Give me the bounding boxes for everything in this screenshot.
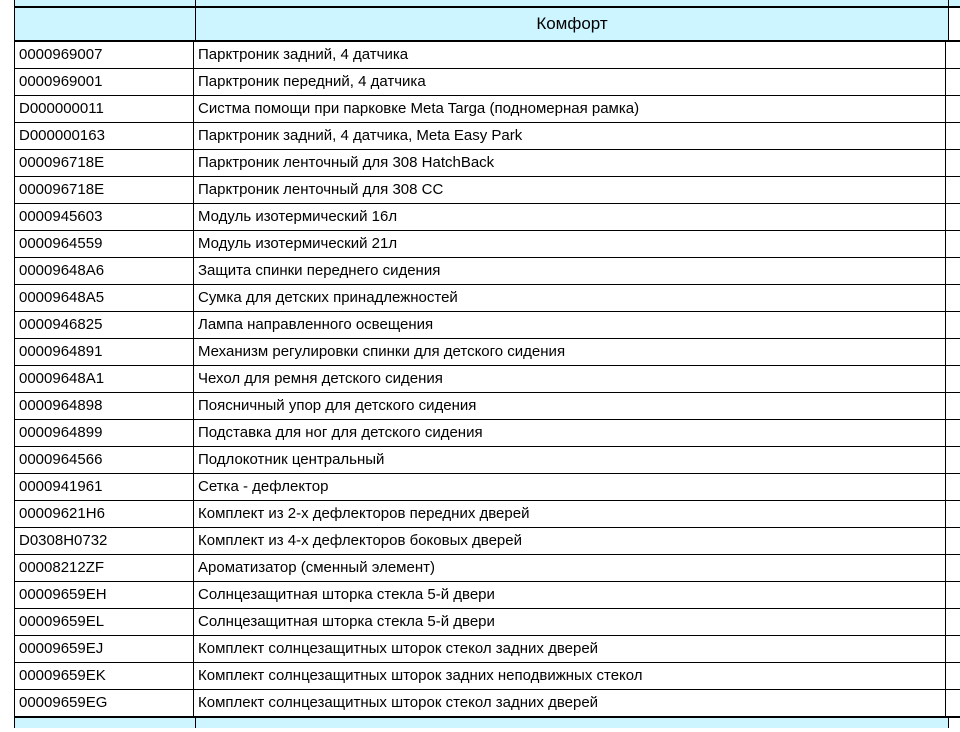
part-code-cell: 0000946825	[14, 312, 194, 338]
part-code-cell: 00009648A6	[14, 258, 194, 284]
part-description-cell: Подставка для ног для детского сидения	[194, 420, 946, 446]
part-description-cell: Парктроник задний, 4 датчика, Meta Easy Park	[194, 123, 946, 149]
table-row	[14, 258, 960, 285]
table-row	[14, 366, 960, 393]
table-row	[14, 69, 960, 96]
part-description-cell: Сетка - дефлектор	[194, 474, 946, 500]
spreadsheet-table	[14, 0, 960, 728]
table-body	[14, 42, 960, 717]
part-description-cell: Комплект солнцезащитных шторок стекол задних дверей	[194, 690, 946, 716]
table-row	[14, 582, 960, 609]
table-row	[14, 150, 960, 177]
part-code-cell: 0000964891	[14, 339, 194, 365]
part-description-cell: Ароматизатор (сменный элемент)	[194, 555, 946, 581]
section-header-row	[14, 8, 960, 42]
header-cell	[196, 0, 949, 6]
section-title: Комфорт	[196, 8, 949, 40]
table-row	[14, 690, 960, 717]
part-code-cell: 0000964559	[14, 231, 194, 257]
part-description-cell: Комплект солнцезащитных шторок стекол задних дверей	[194, 636, 946, 662]
part-code-cell: 00008212ZF	[14, 555, 194, 581]
part-description-cell: Парктроник передний, 4 датчика	[194, 69, 946, 95]
part-description-cell: Комплект из 4-х дефлекторов боковых дверей	[194, 528, 946, 554]
table-row	[14, 123, 960, 150]
part-code-cell: 00009621H6	[14, 501, 194, 527]
section-header-code-cell	[14, 8, 196, 40]
part-code-cell: 00009659EH	[14, 582, 194, 608]
table-row	[14, 420, 960, 447]
table-row	[14, 177, 960, 204]
previous-header-strip	[14, 0, 960, 8]
part-code-cell: 00009659EJ	[14, 636, 194, 662]
part-description-cell: Систма помощи при парковке Meta Targa (подномерная рамка)	[194, 96, 946, 122]
table-row	[14, 555, 960, 582]
part-description-cell: Поясничный упор для детского сидения	[194, 393, 946, 419]
part-code-cell: 000096718E	[14, 177, 194, 203]
part-description-cell: Комплект из 2-х дефлекторов передних дверей	[194, 501, 946, 527]
table-row	[14, 609, 960, 636]
table-row	[14, 96, 960, 123]
part-description-cell: Комплект солнцезащитных шторок задних неподвижных стекол	[194, 663, 946, 689]
header-cell	[196, 718, 949, 728]
part-code-cell: 00009648A1	[14, 366, 194, 392]
part-description-cell: Защита спинки переднего сидения	[194, 258, 946, 284]
part-code-cell: 0000969001	[14, 69, 194, 95]
table-row	[14, 474, 960, 501]
part-description-cell: Чехол для ремня детского сидения	[194, 366, 946, 392]
header-cell	[14, 0, 196, 6]
table-row	[14, 663, 960, 690]
part-description-cell: Модуль изотермический 21л	[194, 231, 946, 257]
part-description-cell: Парктроник ленточный для 308 CC	[194, 177, 946, 203]
table-row	[14, 339, 960, 366]
part-code-cell: 0000945603	[14, 204, 194, 230]
part-code-cell: 000096718E	[14, 150, 194, 176]
part-code-cell: 0000941961	[14, 474, 194, 500]
part-code-cell: 00009659EG	[14, 690, 194, 716]
part-description-cell: Парктроник ленточный для 308 HatchBack	[194, 150, 946, 176]
part-description-cell: Подлокотник центральный	[194, 447, 946, 473]
part-code-cell: 0000969007	[14, 42, 194, 68]
table-row	[14, 501, 960, 528]
part-code-cell: D000000163	[14, 123, 194, 149]
table-row	[14, 42, 960, 69]
part-code-cell: D000000011	[14, 96, 194, 122]
header-cell	[14, 718, 196, 728]
part-code-cell: D0308H0732	[14, 528, 194, 554]
table-row	[14, 204, 960, 231]
table-row	[14, 312, 960, 339]
next-section-strip	[14, 717, 960, 728]
table-row	[14, 447, 960, 474]
part-description-cell: Солнцезащитная шторка стекла 5-й двери	[194, 582, 946, 608]
part-code-cell: 00009659EK	[14, 663, 194, 689]
part-description-cell: Парктроник задний, 4 датчика	[194, 42, 946, 68]
part-description-cell: Лампа направленного освещения	[194, 312, 946, 338]
part-description-cell: Механизм регулировки спинки для детского сидения	[194, 339, 946, 365]
table-row	[14, 636, 960, 663]
part-code-cell: 0000964898	[14, 393, 194, 419]
part-code-cell: 0000964899	[14, 420, 194, 446]
part-description-cell: Солнцезащитная шторка стекла 5-й двери	[194, 609, 946, 635]
part-code-cell: 00009648A5	[14, 285, 194, 311]
part-description-cell: Сумка для детских принадлежностей	[194, 285, 946, 311]
part-description-cell: Модуль изотермический 16л	[194, 204, 946, 230]
table-row	[14, 231, 960, 258]
part-code-cell: 00009659EL	[14, 609, 194, 635]
part-code-cell: 0000964566	[14, 447, 194, 473]
table-row	[14, 285, 960, 312]
table-row	[14, 528, 960, 555]
table-row	[14, 393, 960, 420]
